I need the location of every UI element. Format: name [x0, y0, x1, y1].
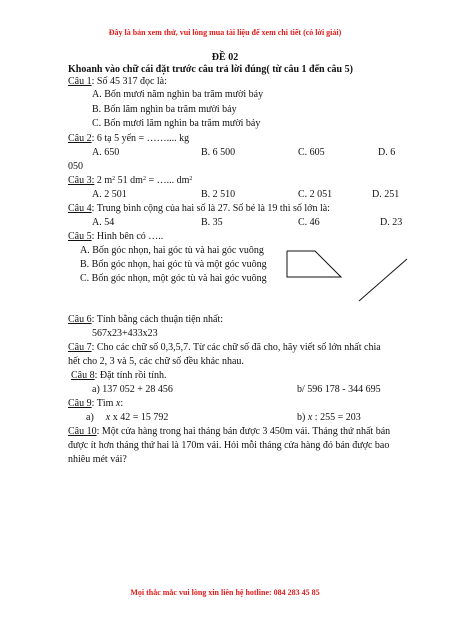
question-label: Câu 8	[71, 370, 95, 381]
variable-x: x	[115, 398, 121, 409]
question-text: : Tính bằng cách thuận tiện nhất:	[91, 314, 224, 325]
part-a	[86, 412, 168, 424]
option-b: B. 6 500	[201, 147, 236, 158]
option-d: D. 23	[380, 217, 403, 228]
question-label: Câu 9	[68, 398, 92, 409]
option-a: A. 650	[92, 147, 120, 158]
question-text: : Hình bên có …..	[91, 231, 164, 242]
footer-notice: Mọi thắc mắc vui lòng xin liên hệ hotline: 084 283 45 85	[130, 588, 320, 597]
option-a: A. 54	[92, 217, 115, 228]
part-b	[297, 412, 361, 424]
question-text: 2 m	[94, 175, 113, 186]
variable-x: x	[307, 412, 313, 423]
option-d: D. 251	[372, 189, 400, 200]
question-label: Câu 3:	[68, 175, 95, 186]
question-label: Câu 4	[68, 203, 92, 214]
option-c: C. 605	[298, 147, 325, 158]
question-text: : Tìm	[91, 398, 116, 409]
option-d: D. 6	[378, 147, 396, 158]
question-7	[68, 342, 381, 354]
option-b: B. 35	[201, 217, 223, 228]
option-b: B. Bốn lăm nghìn ba trăm mười bảy	[92, 104, 237, 115]
question-label: Câu 5	[68, 231, 92, 242]
page-title: ĐỀ 02	[211, 52, 239, 63]
option-b: B. 2 510	[201, 189, 236, 200]
question-label: Câu 6	[68, 314, 92, 325]
question-text: : Trung bình cộng của hai số là 27. Số bé là 19 thì số lớn là:	[91, 203, 330, 214]
part-label: b)	[297, 412, 308, 423]
question-label: Câu 2	[68, 133, 92, 144]
superscript: 2	[142, 176, 146, 182]
equation: x 42 = 15 792	[110, 412, 169, 423]
expression: 567x23+433x23	[92, 328, 158, 339]
question-text: = …... dm	[145, 175, 190, 186]
question-text-line-2: hết cho 2, 3 và 5, các chữ số đều khác nhau.	[68, 356, 244, 367]
option-a: A. Bốn góc nhọn, hai góc tù và hai góc vuông	[80, 245, 264, 256]
option-c: C. 2 051	[298, 189, 333, 200]
question-text-line-2: được ít hơn tháng thứ hai là 170m vải. Hỏi mỗi tháng cửa hàng đó bán được bao	[68, 440, 390, 451]
question-5	[68, 231, 163, 243]
question-9	[68, 398, 123, 410]
part-label: a)	[86, 412, 94, 423]
question-text: : Một cửa hàng trong hai tháng bán được 3 450m vải. Tháng thứ nhất bán	[96, 426, 391, 437]
question-text: :	[120, 398, 124, 409]
question-text: : Cho các chữ số 0,3,5,7. Từ các chữ số đã cho, hãy viết số lớn nhất chia	[91, 342, 381, 353]
question-text: : 6 tạ 5 yến = …….... kg	[91, 133, 190, 144]
question-3	[68, 175, 192, 187]
option-b: B. Bốn góc nhọn, hai góc tù và một góc vuông	[80, 259, 267, 270]
diagonal-line-figure	[355, 255, 415, 305]
question-text: : Số 45 317 đọc là:	[91, 76, 167, 87]
instruction: Khoanh vào chữ cái đặt trước câu trả lời đúng( từ câu 1 đến câu 5)	[68, 64, 353, 75]
question-text: : Đặt tính rồi tính.	[94, 370, 167, 381]
option-a: A. 2 501	[92, 189, 127, 200]
question-10	[68, 426, 390, 438]
header-notice: Đây là bản xem thử, vui lòng mua tài liệu để xem chi tiết (có lời giải)	[108, 28, 342, 37]
option-c: C. 46	[298, 217, 320, 228]
option-a: A. Bốn mươi năm nghìn ba trăm mười bảy	[92, 89, 264, 100]
trapezoid-figure	[285, 245, 345, 285]
option-c: C. Bốn góc nhọn, một góc tù và hai góc vuông	[80, 273, 267, 284]
option-d-wrap: 050	[68, 161, 83, 172]
part-b: b/ 596 178 - 344 695	[297, 384, 381, 395]
question-text-line-3: nhiêu mét vải?	[68, 454, 127, 465]
superscript: 2	[112, 176, 116, 182]
question-label: Câu 1	[68, 76, 92, 87]
superscript: 2	[189, 176, 193, 182]
question-6	[68, 314, 223, 326]
question-text: 51 dm	[115, 175, 143, 186]
variable-x: x	[105, 412, 111, 423]
part-a: a) 137 052 + 28 456	[92, 384, 173, 395]
equation: : 255 = 203	[312, 412, 361, 423]
question-4	[68, 203, 330, 215]
question-label: Câu 7	[68, 342, 92, 353]
question-label: Câu 10	[68, 426, 97, 437]
question-8	[71, 370, 167, 382]
option-c: C. Bốn mươi lăm nghìn ba trăm mười bảy	[92, 118, 261, 129]
question-2	[68, 133, 189, 145]
question-1	[68, 76, 167, 88]
